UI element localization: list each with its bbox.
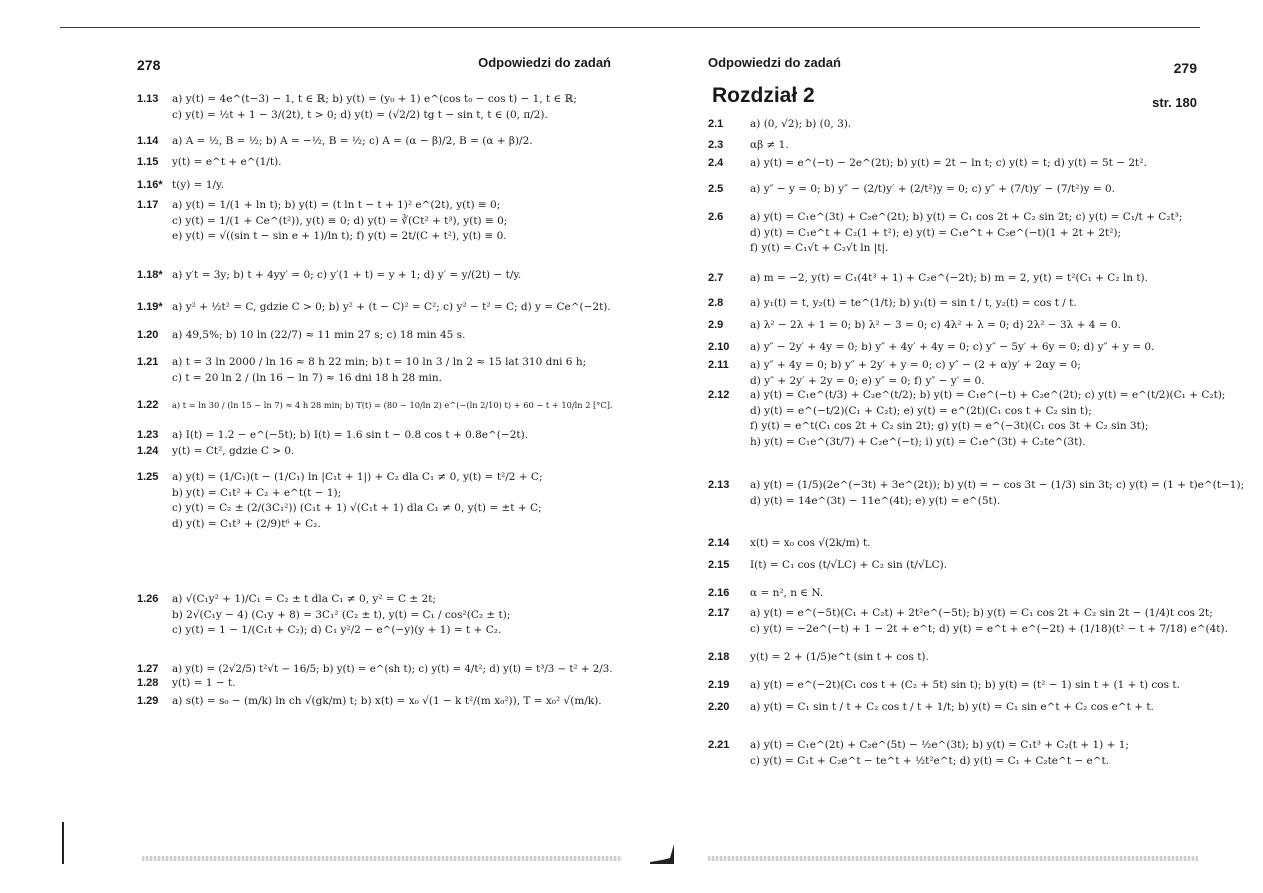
answer-line: a) √(C₁y² + 1)/C₁ = C₂ ± t dla C₁ ≠ 0, y² = C ± 2t; xyxy=(172,593,436,605)
answer-line: a) A = ½, B = ½; b) A = −½, B = ½; c) A = (α − β)/2, B = (α + β)/2. xyxy=(172,135,533,147)
answer-line: d) y(t) = C₁e^t + C₂(1 + t²); e) y(t) = C₁e^t + C₂e^(−t)(1 + 2t + 2t²); xyxy=(750,226,1122,239)
exercise-number: 1.17 xyxy=(137,199,159,211)
left-page xyxy=(0,0,631,893)
exercise-number: 1.22 xyxy=(137,399,159,411)
answer-line: a) y(t) = e^(−5t)(C₁ + C₂t) + 2t²e^(−5t); b) y(t) = C₁ cos 2t + C₂ sin 2t − (1/4)t cos 2t; xyxy=(750,607,1213,619)
answer-line: c) t = 20 ln 2 / (ln 16 − ln 7) ≈ 16 dni 18 h 28 min. xyxy=(172,371,442,384)
answer-line: c) y(t) = ½t + 1 − 3/(2t), t > 0; d) y(t) = (√2/2) tg t − sin t, t ∈ (0, π/2). xyxy=(172,108,548,121)
answer-line: d) y″ + 2y′ + 2y = 0; e) y″ = 0; f) y″ − y′ = 0. xyxy=(750,374,985,387)
exercise-number: 1.29 xyxy=(137,695,159,707)
answer-line: f) y(t) = e^t(C₁ cos 2t + C₂ sin 2t); g) y(t) = e^(−3t)(C₁ cos 3t + C₂ sin 3t); xyxy=(750,420,1149,432)
answer-line: d) y(t) = 14e^(3t) − 11e^(4t); e) y(t) = e^(5t). xyxy=(750,494,1001,507)
answer-line: a) m = −2, y(t) = C₁(4t³ + 1) + C₂e^(−2t); b) m = 2, y(t) = t²(C₁ + C₂ ln t). xyxy=(750,272,1148,284)
answer-line: b) 2√(C₁y − 4) (C₁y + 8) = 3C₁² (C₂ ± t), y(t) = C₁ / cos²(C₂ ± t); xyxy=(172,608,511,621)
answer-line: c) y(t) = 1 − 1/(C₁t + C₂); d) C₁ y²/2 − e^(−y)(y + 1) = t + C₂. xyxy=(172,624,502,636)
answer-line: a) s(t) = s₀ − (m/k) ln ch √(gk/m) t; b) x(t) = x₀ √(1 − k t²/(m x₀²)), T = x₀² √(m/k). xyxy=(172,695,602,707)
answer-line: a) 49,5%; b) 10 ln (22/7) ≈ 11 min 27 s; c) 18 min 45 s. xyxy=(172,329,466,341)
answer-line: t(y) = 1/y. xyxy=(172,179,224,191)
exercise-number: 1.16* xyxy=(137,179,163,191)
answer-line: a) y² + ½t² = C, gdzie C > 0; b) y² + (t − C)² = C²; c) y² − t² = C; d) y = Ce^(−2t). xyxy=(172,301,611,313)
running-head: Odpowiedzi do zadań xyxy=(478,55,611,70)
exercise-number: 1.27 xyxy=(137,663,159,675)
exercise-number: 2.10 xyxy=(708,341,730,353)
answer-line: a) y′t = 3y; b) t + 4yy′ = 0; c) y′(1 + t) = y + 1; d) y′ = y/(2t) − t/y. xyxy=(172,269,522,281)
exercise-number: 2.9 xyxy=(708,319,724,331)
page-reference: str. 180 xyxy=(1152,95,1197,110)
exercise-number: 2.7 xyxy=(708,272,724,284)
exercise-number: 2.13 xyxy=(708,479,730,491)
exercise-number: 1.13 xyxy=(137,93,159,105)
answer-line: a) y(t) = 1/(1 + ln t); b) y(t) = (t ln t − t + 1)² e^(2t), y(t) ≡ 0; xyxy=(172,199,501,211)
exercise-number: 2.15 xyxy=(708,559,730,571)
answer-line: e) y(t) = √((sin t − sin e + 1)/ln t); f) y(t) = 2t/(C + t²), y(t) ≡ 0. xyxy=(172,230,507,242)
answer-line: c) y(t) = 1/(1 + Ce^(t²)), y(t) ≡ 0; d) y(t) = ∛(Ct² + t³), y(t) ≡ 0; xyxy=(172,214,508,227)
exercise-number: 2.18 xyxy=(708,651,730,663)
right-page xyxy=(632,0,1263,893)
exercise-number: 2.11 xyxy=(708,359,729,371)
answer-line: a) y(t) = C₁ sin t / t + C₂ cos t / t + 1/t; b) y(t) = C₁ sin e^t + C₂ cos e^t + t. xyxy=(750,701,1154,713)
answer-line: c) y(t) = −2e^(−t) + 1 − 2t + e^t; d) y(t) = e^t + e^(−2t) + (1/18)(t² − t + 7/18) e^(4t). xyxy=(750,622,1228,635)
answer-line: y(t) = 2 + (1/5)e^t (sin t + cos t). xyxy=(750,651,929,663)
exercise-number: 2.14 xyxy=(708,537,730,549)
running-head: Odpowiedzi do zadań xyxy=(708,55,841,70)
exercise-number: 1.26 xyxy=(137,593,159,605)
exercise-number: 2.16 xyxy=(708,587,730,599)
answer-line: a) I(t) = 1.2 − e^(−5t); b) I(t) = 1.6 sin t − 0.8 cos t + 0.8e^(−2t). xyxy=(172,429,529,441)
answer-line: a) y(t) = C₁e^(2t) + C₂e^(5t) − ½e^(3t); b) y(t) = C₁t³ + C₂(t + 1) + 1; xyxy=(750,739,1129,751)
answer-line: a) y(t) = C₁e^(3t) + C₂e^(2t); b) y(t) = C₁ cos 2t + C₂ sin 2t; c) y(t) = C₁/t + C₂t³; xyxy=(750,211,1183,223)
exercise-number: 1.23 xyxy=(137,429,159,441)
answer-line: d) y(t) = C₁t³ + (2/9)t⁶ + C₂. xyxy=(172,517,321,530)
answer-line: a) y(t) = C₁e^(t/3) + C₂e^(t/2); b) y(t) = C₁e^(−t) + C₂e^(2t); c) y(t) = e^(t/2)(C₁ + C₂t); xyxy=(750,389,1226,401)
answer-line: a) y(t) = e^(−2t)(C₁ cos t + (C₂ + 5t) sin t); b) y(t) = (t² − 1) sin t + (1 + t) cos t. xyxy=(750,679,1180,691)
exercise-number: 1.28 xyxy=(137,677,159,689)
scan-shadow xyxy=(708,856,1198,861)
answer-line: a) y(t) = (1/5)(2e^(−3t) + 3e^(2t)); b) y(t) = − cos 3t − (1/3) sin 3t; c) y(t) = (1 + t)e^(t−1); xyxy=(750,479,1245,491)
exercise-number: 1.21 xyxy=(137,356,159,368)
answer-line: a) y(t) = (1/C₁)(t − (1/C₁) ln |C₁t + 1|) + C₂ dla C₁ ≠ 0, y(t) = t²/2 + C; xyxy=(172,471,543,483)
answer-line: b) y(t) = C₁t² + C₂ + e^t(t − 1); xyxy=(172,486,342,499)
exercise-number: 1.18* xyxy=(137,269,163,281)
page-number: 279 xyxy=(1173,60,1197,76)
exercise-number: 1.20 xyxy=(137,329,159,341)
answer-line: a) y″ + 4y = 0; b) y″ + 2y′ + y = 0; c) y″ − (2 + α)y′ + 2αy = 0; xyxy=(750,359,1081,371)
answer-line: a) t = ln 30 / (ln 15 − ln 7) ≈ 4 h 28 min; b) T(t) = (80 − 10/ln 2) e^(−(ln 2/10) t) + 60 − t + 10/ln 2 [°C]. xyxy=(172,400,613,410)
answer-line: y(t) = Ct², gdzie C > 0. xyxy=(172,445,295,457)
answer-line: α = n², n ∈ N. xyxy=(750,587,824,599)
answer-line: h) y(t) = C₁e^(3t/7) + C₂e^(−t); i) y(t) = C₁e^(3t) + C₂te^(3t). xyxy=(750,435,1086,448)
exercise-number: 2.5 xyxy=(708,183,724,195)
answer-line: a) y₁(t) = t, y₂(t) = te^(1/t); b) y₁(t) = sin t / t, y₂(t) = cos t / t. xyxy=(750,297,1077,309)
answer-line: a) y(t) = (2√2/5) t²√t − 16/5; b) y(t) = e^(sh t); c) y(t) = 4/t²; d) y(t) = t³/3 − t² + 2/3. xyxy=(172,663,613,675)
exercise-number: 2.21 xyxy=(708,739,730,751)
chapter-title: Rozdział 2 xyxy=(712,84,815,107)
answer-line: x(t) = x₀ cos √(2k/m) t. xyxy=(750,537,871,549)
exercise-number: 1.19* xyxy=(137,301,163,313)
answer-line: y(t) = e^t + e^(1/t). xyxy=(172,156,282,168)
answer-line: a) y(t) = 4e^(t−3) − 1, t ∈ ℝ; b) y(t) = (y₀ + 1) e^(cos t₀ − cos t) − 1, t ∈ ℝ; xyxy=(172,93,577,105)
exercise-number: 2.19 xyxy=(708,679,730,691)
answer-line: c) y(t) = C₁t + C₂e^t − te^t + ½t²e^t; d) y(t) = C₁ + C₂te^t − e^t. xyxy=(750,754,1110,767)
page-number: 278 xyxy=(137,57,161,73)
answer-line: a) y(t) = e^(−t) − 2e^(2t); b) y(t) = 2t − ln t; c) y(t) = t; d) y(t) = 5t − 2t². xyxy=(750,157,1147,169)
answer-line: c) y(t) = C₂ ± (2/(3C₁²)) (C₁t + 1) √(C₁t + 1) dla C₁ ≠ 0, y(t) = ±t + C; xyxy=(172,502,542,514)
scan-shadow xyxy=(142,856,622,861)
exercise-number: 2.8 xyxy=(708,297,724,309)
answer-line: a) y″ − y = 0; b) y″ − (2/t)y′ + (2/t²)y = 0; c) y″ + (7/t)y′ − (7/t²)y = 0. xyxy=(750,183,1116,195)
exercise-number: 2.3 xyxy=(708,139,724,151)
exercise-number: 2.20 xyxy=(708,701,730,713)
binding-line xyxy=(62,822,64,864)
exercise-number: 1.25 xyxy=(137,471,159,483)
answer-line: d) y(t) = e^(−t/2)(C₁ + C₂t); e) y(t) = e^(2t)(C₁ cos t + C₂ sin t); xyxy=(750,404,1092,417)
answer-line: a) λ² − 2λ + 1 = 0; b) λ² − 3 = 0; c) 4λ² + λ = 0; d) 2λ² − 3λ + 4 = 0. xyxy=(750,319,1121,331)
exercise-number: 2.12 xyxy=(708,389,730,401)
exercise-number: 2.4 xyxy=(708,157,724,169)
exercise-number: 1.24 xyxy=(137,445,159,457)
answer-line: I(t) = C₁ cos (t/√LC) + C₂ sin (t/√LC). xyxy=(750,559,948,571)
exercise-number: 2.6 xyxy=(708,211,724,223)
answer-line: f) y(t) = C₁√t + C₂√t ln |t|. xyxy=(750,242,889,254)
exercise-number: 1.14 xyxy=(137,135,159,147)
exercise-number: 2.17 xyxy=(708,607,730,619)
answer-line: a) t = 3 ln 2000 / ln 16 ≈ 8 h 22 min; b) t = 10 ln 3 / ln 2 ≈ 15 lat 310 dni 6 h; xyxy=(172,356,587,368)
answer-line: αβ ≠ 1. xyxy=(750,139,789,151)
exercise-number: 1.15 xyxy=(137,156,159,168)
answer-line: a) y″ − 2y′ + 4y = 0; b) y″ + 4y′ + 4y = 0; c) y″ − 5y′ + 6y = 0; d) y″ + y = 0. xyxy=(750,341,1155,353)
answer-line: a) (0, √2); b) (0, 3). xyxy=(750,118,852,130)
answer-line: y(t) = 1 − t. xyxy=(172,677,236,689)
exercise-number: 2.1 xyxy=(708,118,724,130)
